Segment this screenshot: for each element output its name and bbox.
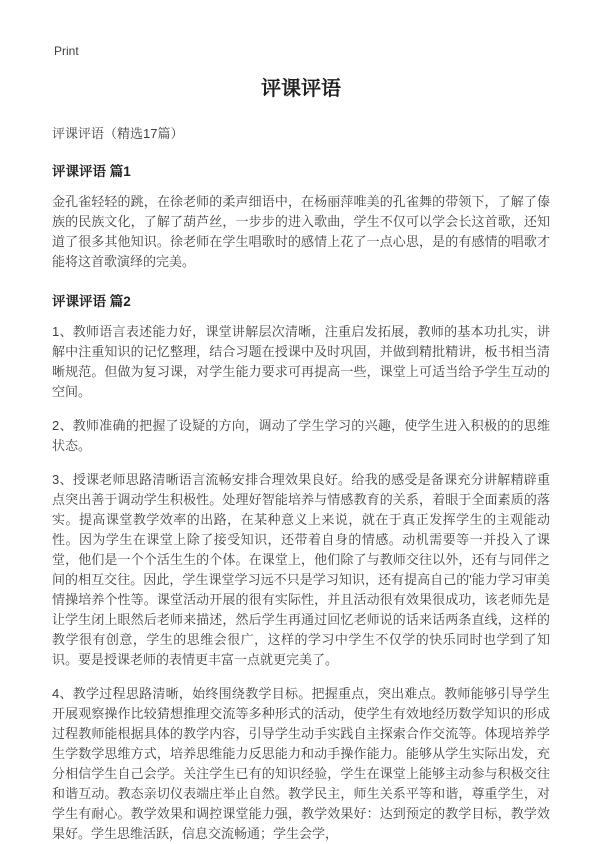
document-subtitle: 评课评语（精选17篇） xyxy=(52,126,184,141)
print-button[interactable]: Print xyxy=(54,44,79,58)
section-2-paragraph-4: 4、教学过程思路清晰，始终围绕教学目标。把握重点，突出难点。教师能够引导学生开展观察操作比较猜想推理交流等多种形式的活动，使学生有效地经历数学知识的形成过程教师能根据具体的教学内容，引导学生动手实践自主探索合作交流等。体现培养学生学数学思维方式，培养思维能力反思能力和动手操作能力。能够从学生实际出发，充分相信学生自己会学。关注学生已有的知识经验，学生在课堂上能够主动参与积极交往和谐互动。教态亲切仪表端庄举止自然。教学民主，师生关系平等和谐，尊重学生，对学生有耐心。教学效果和调控课堂能力强，教学效果好：达到预定的教学目标，教学效果好。学生思维活跃，信息交流畅通；学生会学， xyxy=(52,686,550,841)
section-2-paragraph-1: 1、教师语言表述能力好，课堂讲解层次清晰，注重启发拓展，教师的基本功扎实，讲解中注重知识的记忆整理，结合习题在授课中及时巩固，并做到精批精讲，板书相当清晰规范。但做为复习课，对学生能力要求可再提高一些，课堂上可适当给予学生互动的空间。 xyxy=(52,324,550,399)
section-1-heading: 评课评语 篇1 xyxy=(52,164,131,179)
section-2-paragraph-2: 2、教师准确的把握了设疑的方向，调动了学生学习的兴趣，使学生进入积极的的思维状态。 xyxy=(52,418,550,453)
section-2-heading: 评课评语 篇2 xyxy=(52,294,131,309)
section-1-paragraph: 金孔雀轻轻的跳，在徐老师的柔声细语中，在杨丽萍唯美的孔雀舞的带领下，了解了傣族的民族文化，了解了葫芦丝，一步步的进入歌曲，学生不仅可以学会长这首歌，还知道了很多其他知识。徐老师在学生唱歌时的感情上花了一点心思，是的有感情的唱歌才能将这首歌演绎的完美。 xyxy=(52,194,550,269)
page-title: 评课评语 xyxy=(261,78,341,100)
section-2-paragraph-3: 3、授课老师思路清晰语言流畅安排合理效果良好。给我的感受是备课充分讲解精辟重点突出善于调动学生积极性。处理好智能培养与情感教育的关系，着眼于全面素质的落实。提高课堂教学效率的出路，在某种意义上来说，就在于真正发挥学生的主观能动性。因为学生在课堂上除了接受知识，还带着自身的情感。动机需要等一并投入了课堂，他们是一个个活生生的个体。在课堂上，他们除了与教师交往以外，还有与同伴之间的相互交往。因此，学生课堂学习远不只是学习知识，还有提高自己的'能力学习审美情操培养个性等。课堂活动开展的很有实际性，并且活动很有效果很成功，该老师先是让学生闭上眼然后老师来描述，然后学生再通过回忆老师说的话来话两条直线，这样的教学很有创意，学生的思维会很广，这样的学习中学生不仅学的快乐同时也学到了知识。要是授课老师的表情更丰富一点就更完美了。 xyxy=(52,472,550,667)
